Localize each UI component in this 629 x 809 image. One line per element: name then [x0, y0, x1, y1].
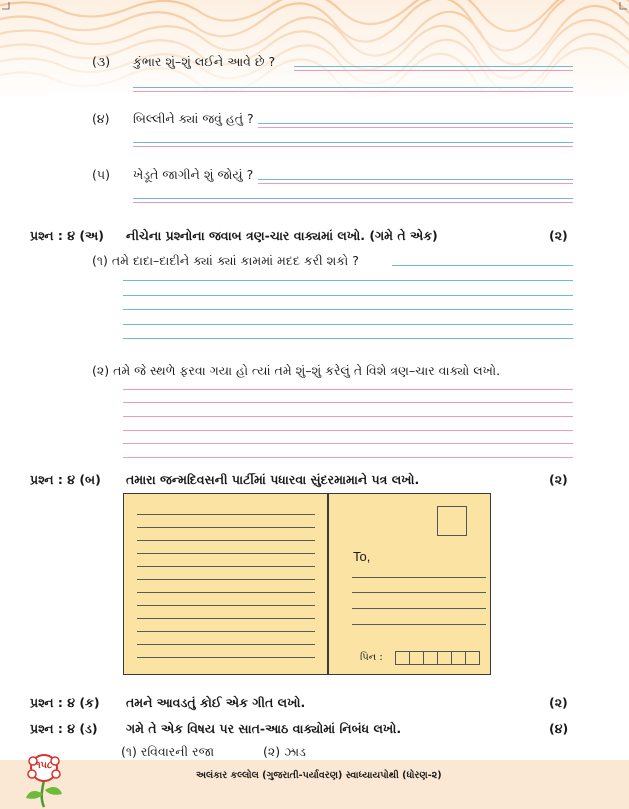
answer-line[interactable] [123, 430, 573, 431]
essay-option: (૨) ઝાડ [263, 744, 306, 759]
sub-question: (૧) તમે દાદા–દાદીને ક્યાં ક્યાં કામમાં મદદ કરી શકો ? [92, 253, 359, 268]
answer-line-guide [258, 183, 573, 184]
question-heading: તમારા જન્મદિવસની પાર્ટીમાં પધારવા સુંદરમામાને પત્ર લખો. [126, 472, 420, 487]
answer-line[interactable] [294, 66, 573, 67]
answer-line[interactable] [123, 338, 573, 339]
address-line[interactable] [352, 592, 486, 593]
letter-line[interactable] [137, 644, 315, 645]
pin-digit-box[interactable] [423, 651, 438, 665]
marks: (૨) [549, 695, 568, 710]
letter-line[interactable] [137, 631, 315, 632]
answer-line[interactable] [392, 265, 573, 266]
stamp-box [437, 506, 467, 536]
to-label: To, [353, 549, 371, 564]
answer-line-guide [294, 70, 573, 71]
footer-band [0, 760, 629, 809]
answer-line[interactable] [123, 295, 573, 296]
answer-line[interactable] [123, 416, 573, 417]
marks: (૪) [549, 721, 569, 736]
question-label: પ્રશ્ન : ૪ (ડ) [30, 721, 98, 736]
answer-line-guide [133, 146, 573, 147]
question-text: બિલ્લીને ક્યાં જવું હતું ? [133, 111, 254, 126]
letter-line[interactable] [137, 579, 315, 580]
question-heading: નીચેના પ્રશ્નોના જવાબ ત્રણ-ચાર વાક્યમાં લખો. (ગમે તે એક) [126, 228, 438, 243]
letter-line[interactable] [137, 592, 315, 593]
answer-line[interactable] [133, 142, 573, 143]
pin-label: પિન : [360, 652, 383, 663]
question-label: પ્રશ્ન : ૪ (અ) [30, 228, 104, 243]
answer-line[interactable] [123, 324, 573, 325]
answer-line[interactable] [258, 123, 573, 124]
letter-line[interactable] [137, 514, 315, 515]
address-line[interactable] [352, 624, 486, 625]
letter-line[interactable] [137, 566, 315, 567]
letter-line[interactable] [137, 618, 315, 619]
letter-line[interactable] [137, 540, 315, 541]
question-num: (૩) [92, 54, 111, 69]
crop-mark [619, 2, 627, 10]
question-heading: તમને આવડતું કોઈ એક ગીત લખો. [126, 695, 306, 710]
pin-digit-box[interactable] [437, 651, 452, 665]
question-text: ખેડૂતે જાગીને શું જોયું ? [133, 167, 254, 182]
question-text: કુંભાર શું–શું લઈને આવે છે ? [133, 54, 276, 69]
letter-line[interactable] [137, 553, 315, 554]
answer-line[interactable] [133, 87, 573, 88]
answer-line[interactable] [123, 457, 573, 458]
question-heading: ગમે તે એક વિષય પર સાત-આઠ વાક્યોમાં નિબંધ લખો. [126, 721, 402, 736]
answer-line-guide [258, 127, 573, 128]
letter-line[interactable] [137, 605, 315, 606]
question-label: પ્રશ્ન : ૪ (ક) [30, 695, 100, 710]
book-title: અલંકાર કલ્લોલ (ગુજરાતી-પર્યાવરણ) સ્વાધ્યાયપોથી (ધોરણ-૨) [196, 770, 442, 781]
answer-line[interactable] [123, 309, 573, 310]
pin-digit-box[interactable] [409, 651, 424, 665]
answer-line-guide [133, 91, 573, 92]
address-line[interactable] [352, 608, 486, 609]
marks: (૨) [549, 472, 568, 487]
page-number: ૧૫૮ [35, 760, 53, 771]
address-line[interactable] [352, 577, 486, 578]
answer-line[interactable] [123, 389, 573, 390]
pin-digit-box[interactable] [465, 651, 480, 665]
essay-option: (૧) રવિવારની રજા [121, 744, 215, 759]
postcard-divider [327, 494, 329, 674]
question-num: (૫) [92, 167, 110, 182]
crop-mark [2, 2, 10, 10]
question-num: (૪) [92, 111, 110, 126]
answer-line[interactable] [133, 198, 573, 199]
marks: (૨) [549, 228, 568, 243]
answer-line[interactable] [123, 402, 573, 403]
question-label: પ્રશ્ન : ૪ (બ) [30, 472, 101, 487]
postcard [123, 493, 491, 675]
answer-line[interactable] [123, 443, 573, 444]
letter-line[interactable] [137, 527, 315, 528]
answer-line[interactable] [123, 280, 573, 281]
sub-question: (૨) તમે જે સ્થળે ફરવા ગયા હો ત્યાં તમે શું–શું કરેલું તે વિશે ત્રણ–ચાર વાક્યો લખો. [92, 363, 501, 378]
pin-digit-box[interactable] [395, 651, 410, 665]
letter-line[interactable] [137, 657, 315, 658]
header-wave-pattern [0, 0, 629, 100]
pin-digit-box[interactable] [451, 651, 466, 665]
answer-line[interactable] [258, 179, 573, 180]
answer-line-guide [133, 202, 573, 203]
